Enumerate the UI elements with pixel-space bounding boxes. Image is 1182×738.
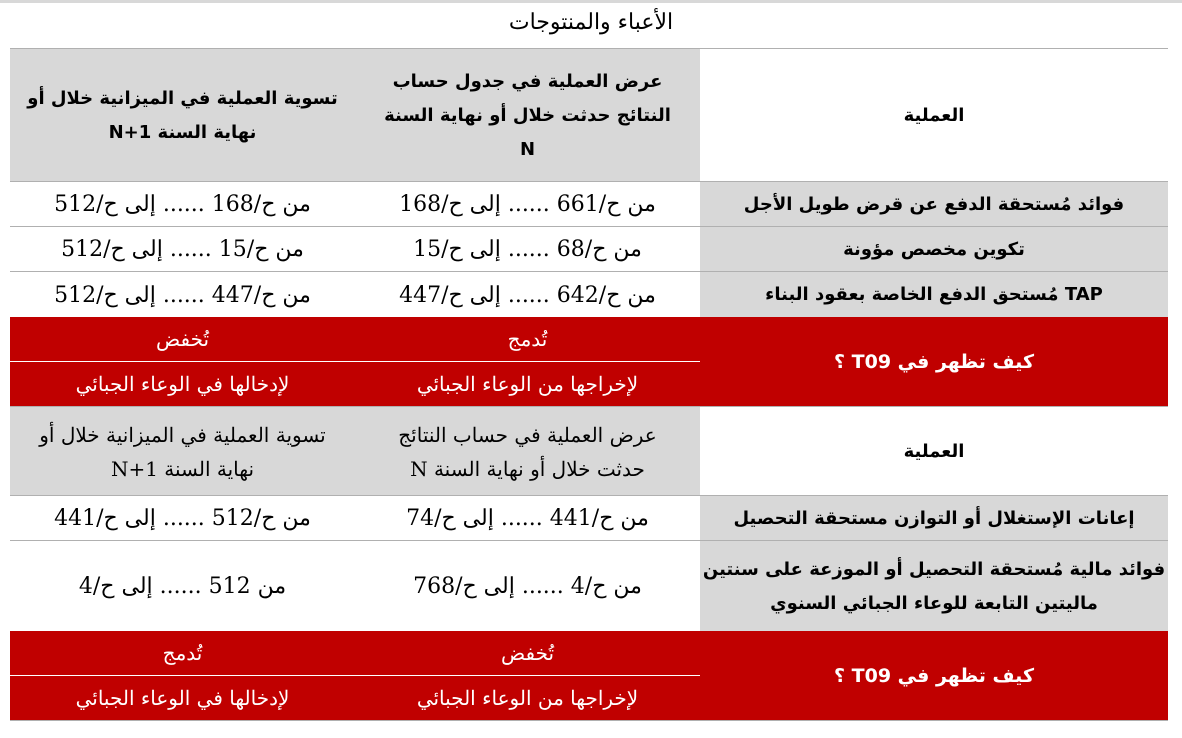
balance-entry-cell: من ح/168 ...... إلى ح/512 [54,192,311,217]
header-balance-cell [10,407,355,496]
balance-entry-cell: من ح/15 ...... إلى ح/512 [61,237,304,262]
top-border [0,0,1182,3]
operation-cell: فوائد مُستحقة الدفع عن قرض طويل الأجل [700,182,1168,227]
bottom-border [10,720,1168,721]
t09-question: كيف تظهر في T09 ؟ [834,350,1034,373]
header-result-line: عرض العملية في حساب النتائج [398,422,657,447]
t09-balance-reason: لإدخالها في الوعاء الجبائي [75,686,290,710]
operation-cell: تكوين مخصص مؤونة [700,227,1168,272]
section1-header-row [10,48,1168,182]
t09-result-action: تُدمج [507,327,548,351]
operation-cell [700,541,1168,632]
table-row [10,271,1168,318]
table-row [10,495,1168,541]
operation-line: ماليتين التابعة للوعاء الجبائي السنوي [770,592,1098,614]
t09-result-reason: لإخراجها من الوعاء الجبائي [416,372,639,396]
header-result-cell [355,407,700,496]
header-balance-line: نهاية السنة N+1 [108,121,257,143]
table-row [10,540,1168,632]
t09-balance-action: تُدمج [162,641,203,665]
header-result-line: حدثت خلال أو نهاية السنة N [410,456,645,481]
header-balance-cell [10,49,355,182]
header-result-line: N [519,138,536,160]
result-entry-cell: من ح/642 ...... إلى ح/447 [399,282,656,308]
t09-result-action: تُخفض [500,641,555,665]
header-operation-label: العملية [903,104,965,126]
operation-line: فوائد مالية مُستحقة التحصيل أو الموزعة على سنتين [702,558,1166,580]
result-entry-cell: من ح/68 ...... إلى ح/15 [413,237,642,262]
section2-header-row [10,406,1168,496]
header-balance-line: تسوية العملية في الميزانية خلال أو [27,87,338,109]
header-operation-label: العملية [903,440,965,462]
balance-entry-cell: من ح/512 ...... إلى ح/441 [54,506,311,531]
t09-question: كيف تظهر في T09 ؟ [834,664,1034,687]
header-operation-cell [700,49,1168,182]
t09-block [10,317,1168,406]
balance-entry-cell: من ح/447 ...... إلى ح/512 [54,282,311,308]
header-result-cell [355,49,700,182]
result-entry-cell: من ح/4 ...... إلى ح/768 [413,574,642,599]
t09-balance-action: تُخفض [155,327,210,351]
header-balance-line: نهاية السنة N+1 [110,456,255,481]
operation-cell: إعانات الإستغلال أو التوازن مستحقة التحصيل [700,496,1168,541]
page-title: الأعباء والمنتوجات [508,10,674,35]
header-result-line: النتائج حدثت خلال أو نهاية السنة [384,104,671,126]
table-row [10,226,1168,272]
t09-balance-reason: لإدخالها في الوعاء الجبائي [75,372,290,396]
table-row [10,181,1168,227]
t09-block [10,631,1168,720]
operation-cell: TAP مُستحق الدفع الخاصة بعقود البناء [700,272,1168,318]
header-balance-line: تسوية العملية في الميزانية خلال أو [39,422,326,447]
header-operation-cell [700,407,1168,496]
header-result-line: عرض العملية في جدول حساب [392,70,663,92]
t09-result-reason: لإخراجها من الوعاء الجبائي [416,686,639,710]
balance-entry-cell: من 512 ...... إلى ح/4 [78,574,287,599]
result-entry-cell: من ح/441 ...... إلى ح/74 [406,506,649,531]
result-entry-cell: من ح/661 ...... إلى ح/168 [399,192,656,217]
